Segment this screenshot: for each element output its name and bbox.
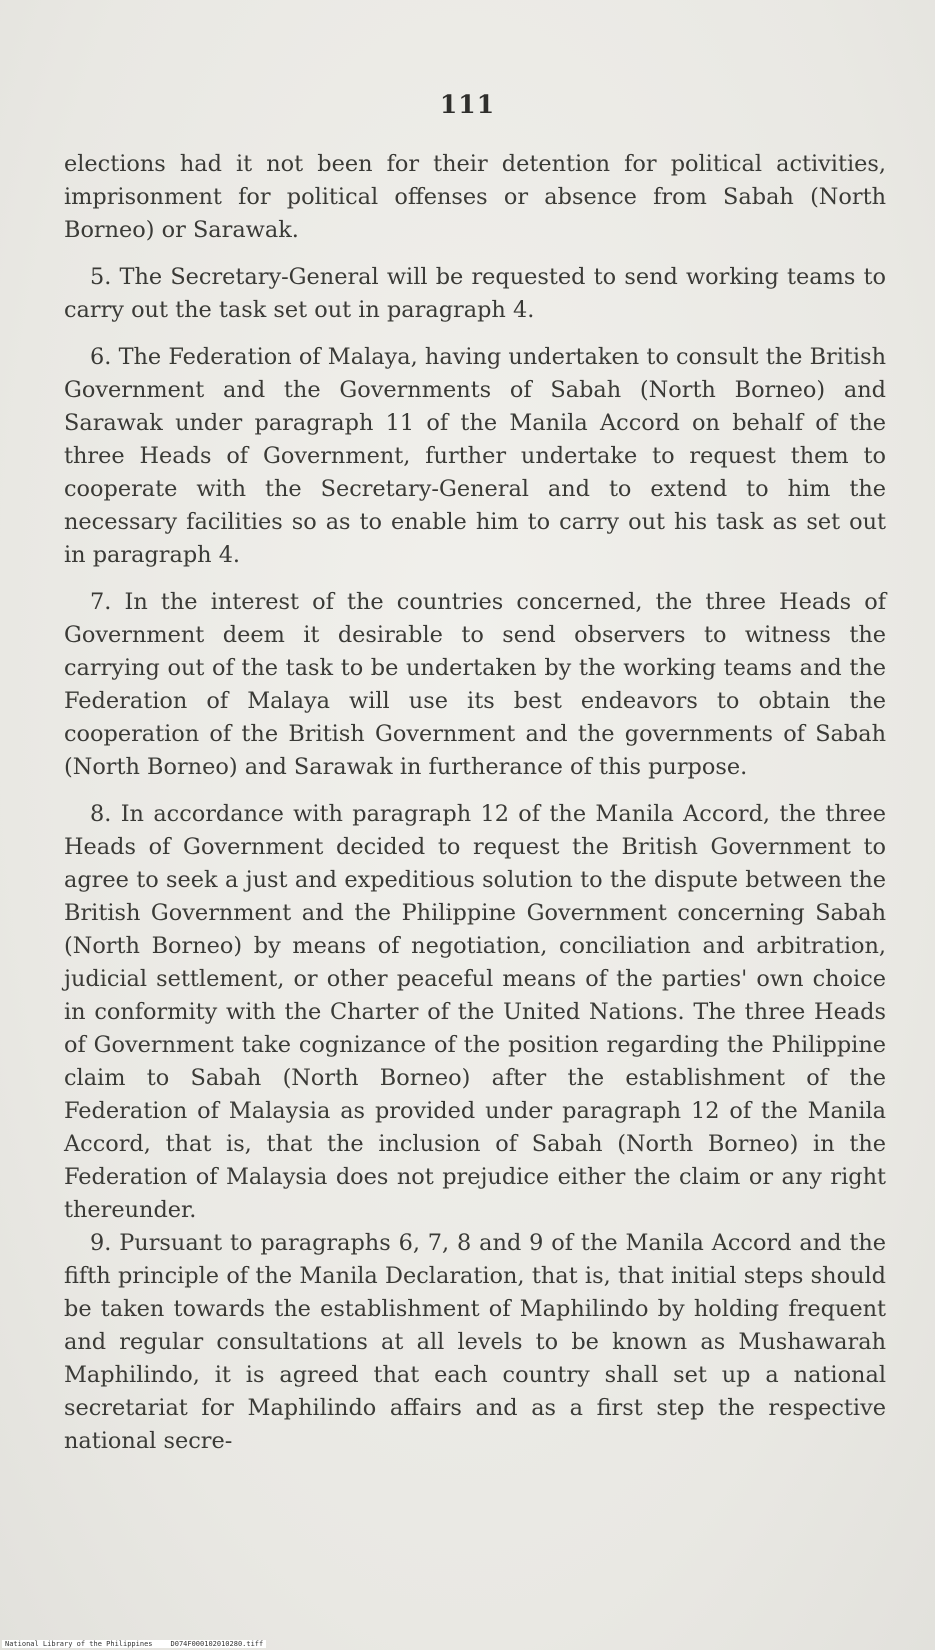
paragraph-8: 8. In accordance with paragraph 12 of the Manila Accord, the three Heads of Government decided to request the British Government to agree to seek a just and expeditious solution to the dispute between the British Government and the Philippine Government concerning Sabah (North Borneo) by means of negotiation, conciliation and arbitration, judicial settlement, or other peaceful means of the parties' own choice in conformity with the Charter of the United Nations. The three Heads of Government take cognizance of the position regarding the Philippine claim to Sabah (North Borneo) after the establishment of the Federation of Malaysia as provided under paragraph 12 of the Manila Accord, that is, that the inclusion of Sabah (North Borneo) in the Federation of Malaysia does not prejudice either the claim or any right thereunder. — [64, 801, 886, 1223]
paragraph-continuation: elections had it not been for their detention for political activities, imprisonment for political offenses or absence from Sabah (North Borneo) or Sarawak. — [64, 151, 886, 243]
body-text — [64, 148, 886, 1472]
paragraph-9: 9. Pursuant to paragraphs 6, 7, 8 and 9 of the Manila Accord and the fifth principle of the Manila Declaration, that is, that initial steps should be taken towards the establishment of Maphilindo by holding frequent and regular consultations at all levels to be known as Mushawarah Maphilindo, it is agreed that each country shall set up a national secretariat for Maphilindo affairs and as a first step the respective national secre- — [64, 1230, 886, 1454]
footer-library: National Library of the Philippines — [5, 1640, 153, 1648]
paragraph-6: 6. The Federation of Malaya, having undertaken to consult the British Government and the Governments of Sabah (North Borneo) and Sarawak under paragraph 11 of the Manila Accord on behalf of the three Heads of Government, further undertake to request them to cooperate with the Secretary-General and to extend to him the necessary facilities so as to enable him to carry out his task as set out in paragraph 4. — [64, 344, 886, 568]
scan-footer — [2, 1640, 266, 1648]
paragraph-7: 7. In the interest of the countries concerned, the three Heads of Government deem it desirable to send observers to witness the carrying out of the task to be undertaken by the working teams and the Federation of Malaya will use its best endeavors to obtain the cooperation of the British Government and the governments of Sabah (North Borneo) and Sarawak in furtherance of this purpose. — [64, 589, 886, 780]
footer-file-id: D074F000102010280.tiff — [170, 1640, 264, 1648]
page-number: 111 — [439, 90, 496, 119]
paragraph-5: 5. The Secretary-General will be requested to send working teams to carry out the task set out in paragraph 4. — [64, 264, 886, 323]
